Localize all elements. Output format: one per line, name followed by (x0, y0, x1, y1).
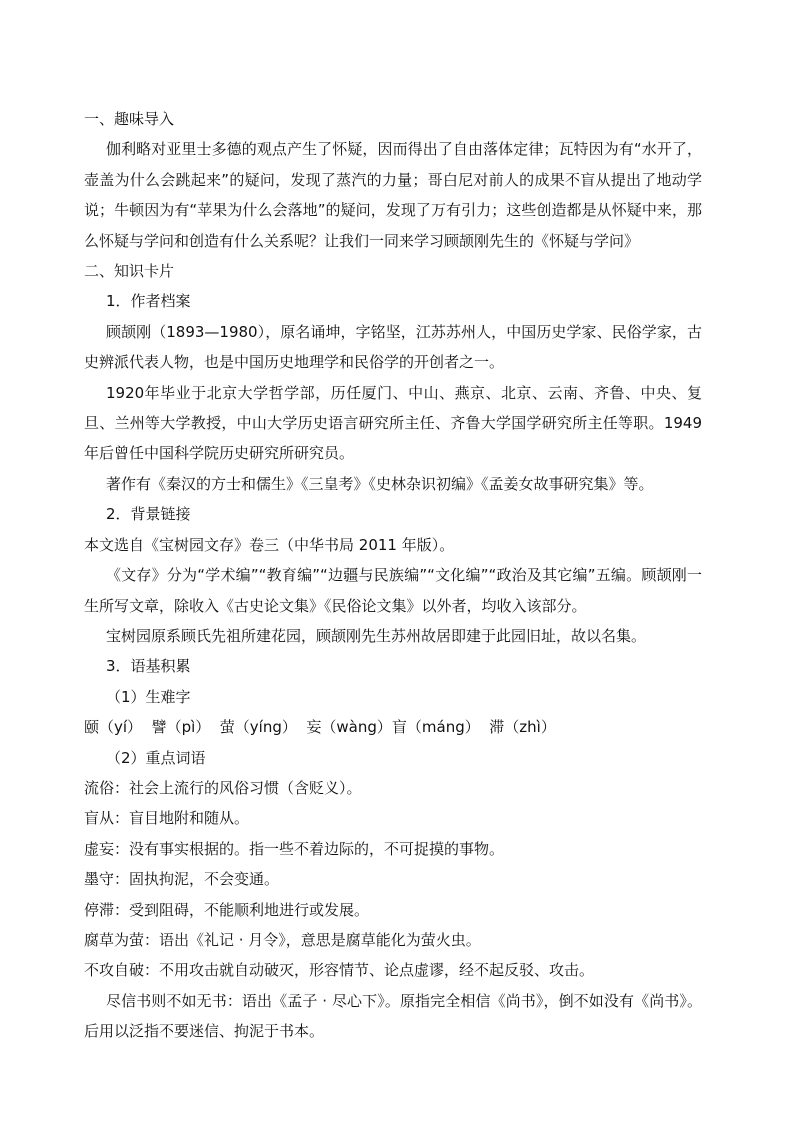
author-paragraph-3: 著作有《秦汉的方士和儒生》《三皇考》《史林杂识初编》《孟姜女故事研究集》等。 (106, 474, 654, 493)
subheading-rare-chars: （1）生难字 (106, 687, 191, 706)
rare-chars-line: 颐（yí） 譬（pì） 萤（yíng） 妄（wàng）盲（máng） 滞（zhì） (84, 718, 556, 737)
intro-paragraph: 伽利略对亚里士多德的观点产生了怀疑，因而得出了自由落体定律；瓦特因为有“水开了，壶盖为什么会跳起来”的疑问，发现了蒸汽的力量；哥白尼对前人的成果不盲从提出了地动学说；牛顿因为有“苹果为什么会落地”的疑问，发现了万有引力；这些创造都是从怀疑中来，那么怀疑与学问和创造有什么关系呢？让我们一同来学习顾颉刚先生的《怀疑与学问》 (84, 140, 702, 250)
section-heading-intro: 一、趣味导入 (84, 110, 175, 128)
background-paragraph-3: 宝树园原系顾氏先祖所建花园，顾颉刚先生苏州故居即建于此园旧址，故以名集。 (106, 626, 647, 645)
word-entry: 墨守：固执拘泥，不会变通。 (84, 870, 280, 889)
author-paragraph-2: 1920年毕业于北京大学哲学部，历任厦门、中山、燕京、北京、云南、齐鲁、中央、复旦、兰州等大学教授，中山大学历史语言研究所主任、齐鲁大学国学研究所主任等职。1949年后曾任中国科学院历史研究所研究员。 (84, 383, 702, 463)
word-entry: 流俗：社会上流行的风俗习惯（含贬义）。 (84, 778, 362, 797)
word-entry-last: 尽信书则不如无书：语出《孟子 · 尽心下》。原指完全相信《尚书》，倒不如没有《尚书》。后用以泛指不要迷信、拘泥于书本。 (84, 991, 702, 1041)
background-paragraph-1: 本文选自《宝树园文存》卷三（中华书局 2011 年版）。 (84, 535, 455, 554)
word-entry: 盲从：盲目地附和随从。 (84, 809, 250, 828)
author-paragraph-1: 顾颉刚（1893—1980），原名诵坤，字铭坚，江苏苏州人，中国历史学家、民俗学家，古史辨派代表人物，也是中国历史地理学和民俗学的开创者之一。 (84, 322, 702, 372)
word-entry: 腐草为萤：语出《礼记 · 月令》，意思是腐草能化为萤火虫。 (84, 930, 481, 949)
subheading-vocab: 3．语基积累 (106, 657, 191, 676)
word-entry: 虚妄：没有事实根据的。指一些不着边际的，不可捉摸的事物。 (84, 839, 505, 858)
subheading-author: 1．作者档案 (106, 292, 191, 311)
word-entry: 不攻自破：不用攻击就自动破灭，形容情节、论点虚谬，经不起反驳、攻击。 (84, 961, 595, 980)
word-entry: 停滞：受到阻碍，不能顺利地进行或发展。 (84, 900, 370, 919)
background-paragraph-2: 《文存》分为“学术编”“教育编”“边疆与民族编”“文化编”“政治及其它编”五编。顾颉刚一生所写文章，除收入《古史论文集》《民俗论文集》以外者，均收入该部分。 (84, 566, 702, 615)
subheading-background: 2．背景链接 (106, 505, 191, 524)
section-heading-knowledge: 二、知识卡片 (84, 262, 175, 281)
subheading-key-words: （2）重点词语 (106, 748, 206, 767)
